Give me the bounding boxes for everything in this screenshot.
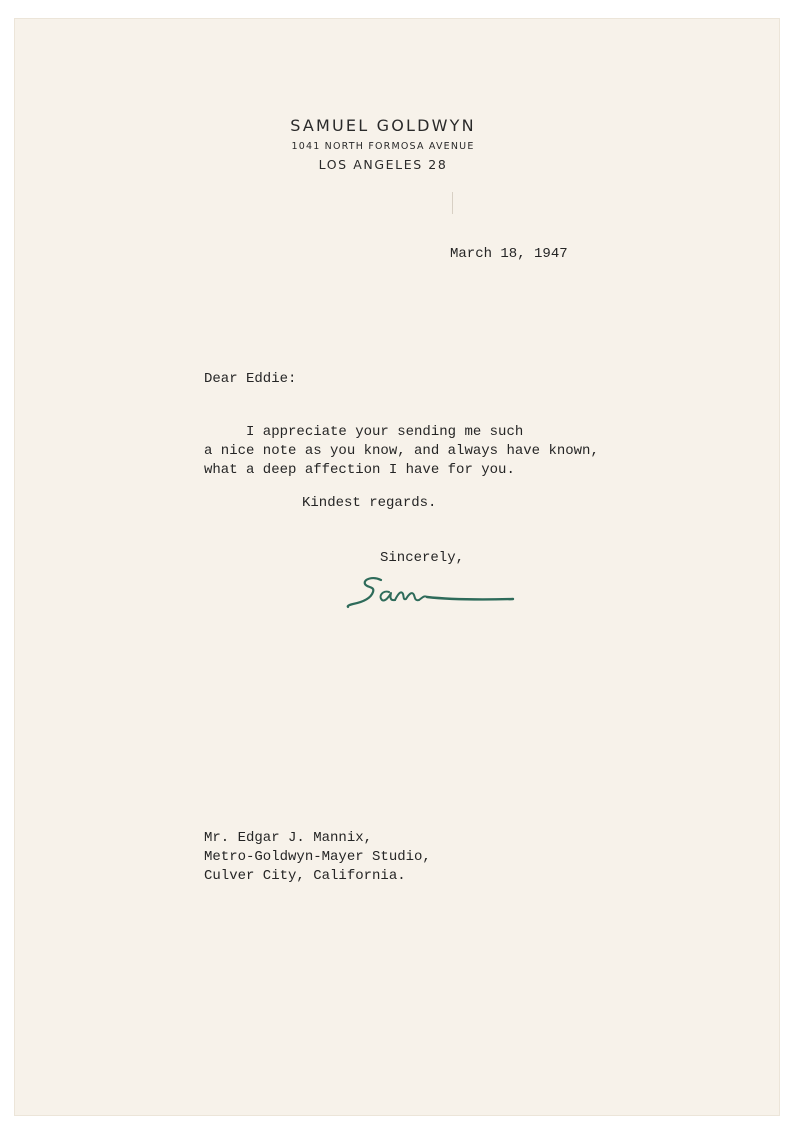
letter-body <box>204 423 599 480</box>
salutation: Dear Eddie: <box>204 371 297 387</box>
address-line: Culver City, California. <box>204 868 406 884</box>
body-line: a nice note as you know, and always have known, <box>204 443 599 459</box>
letterhead-name: SAMUEL GOLDWYN <box>290 116 476 135</box>
closing-line: Kindest regards. <box>302 495 437 511</box>
body-line: I appreciate your sending me such <box>204 424 524 440</box>
recipient-address <box>204 829 431 886</box>
address-line: Mr. Edgar J. Mannix, <box>204 830 373 846</box>
letterhead-city: LOS ANGELES 28 <box>318 157 448 172</box>
sign-off: Sincerely, <box>380 550 465 566</box>
letterhead-street: 1041 NORTH FORMOSA AVENUE <box>291 141 475 152</box>
paper-mark <box>452 192 453 214</box>
handwritten-signature <box>345 566 520 616</box>
letter-date: March 18, 1947 <box>450 246 568 262</box>
body-line: what a deep affection I have for you. <box>204 462 515 478</box>
address-line: Metro-Goldwyn-Mayer Studio, <box>204 849 431 865</box>
